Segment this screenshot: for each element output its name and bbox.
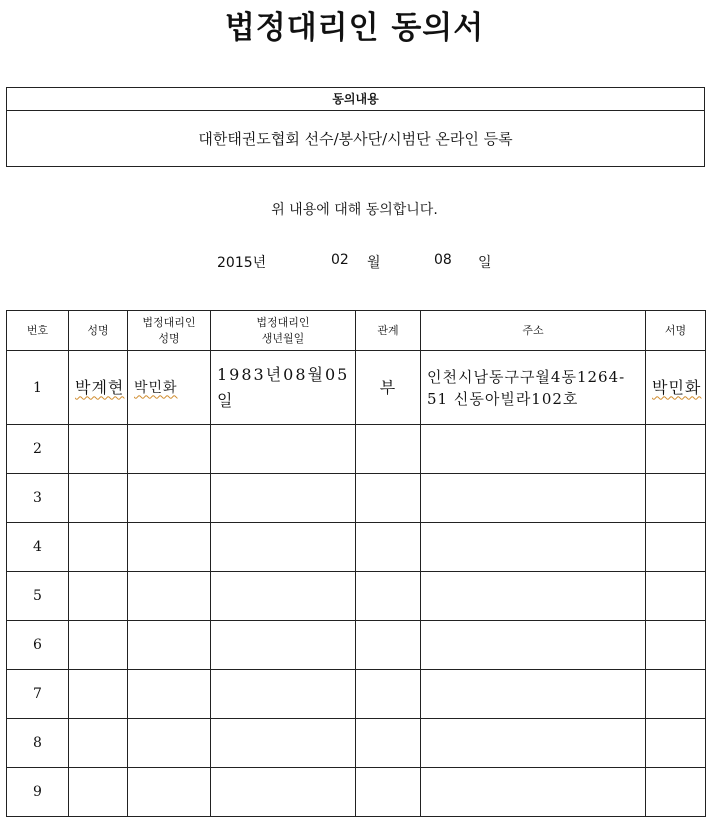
row-relation — [356, 572, 421, 621]
row-relation — [356, 719, 421, 768]
row-guardian-name — [128, 572, 211, 621]
row-name — [69, 351, 128, 425]
row-guardian-name — [128, 523, 211, 572]
header-name: 성명 — [69, 311, 128, 351]
row-name — [69, 474, 128, 523]
row-address — [421, 768, 646, 817]
row-signature — [646, 768, 706, 817]
row-name — [69, 523, 128, 572]
row-guardian-birth — [211, 523, 356, 572]
row-name — [69, 572, 128, 621]
header-guardian-name-line2: 성명 — [158, 331, 180, 345]
consent-statement: 위 내용에 대해 동의합니다. — [271, 202, 438, 218]
header-number: 번호 — [7, 311, 69, 351]
row-signature — [646, 719, 706, 768]
row-relation — [356, 768, 421, 817]
row-signature — [646, 621, 706, 670]
row-relation — [356, 621, 421, 670]
row-relation — [356, 425, 421, 474]
row-guardian-name — [128, 768, 211, 817]
row-relation — [356, 474, 421, 523]
date-day-label: 일 — [478, 255, 492, 271]
header-guardian-birth — [211, 311, 356, 351]
row-name — [69, 425, 128, 474]
row-relation — [356, 670, 421, 719]
row-number: 5 — [7, 572, 69, 621]
table-row — [7, 719, 706, 768]
row-relation: 부 — [356, 351, 421, 425]
row-name — [69, 621, 128, 670]
date-year: 2015년 — [217, 255, 267, 271]
table-row — [7, 425, 706, 474]
table-row — [7, 670, 706, 719]
row-guardian-birth — [211, 719, 356, 768]
row-guardian-birth — [211, 621, 356, 670]
table-header-row — [7, 311, 706, 351]
row-number: 8 — [7, 719, 69, 768]
row-number: 9 — [7, 768, 69, 817]
header-guardian-name-line1: 법정대리인 — [142, 315, 196, 329]
table-row — [7, 621, 706, 670]
consent-header: 동의내용 — [7, 88, 704, 111]
row-signature — [646, 670, 706, 719]
guardian-table — [6, 310, 706, 817]
date-line — [0, 252, 709, 272]
row-signature — [646, 523, 706, 572]
row-name — [69, 768, 128, 817]
table-row — [7, 474, 706, 523]
row-address — [421, 572, 646, 621]
row-number: 7 — [7, 670, 69, 719]
row-address — [421, 474, 646, 523]
row-address — [421, 523, 646, 572]
table-row — [7, 768, 706, 817]
row-name — [69, 670, 128, 719]
row-number: 2 — [7, 425, 69, 474]
header-address: 주소 — [421, 311, 646, 351]
date-month-value: 02 — [331, 252, 349, 268]
row-signature-text: 박민화 — [652, 377, 702, 397]
row-guardian-birth — [211, 474, 356, 523]
row-guardian-name-text: 박민화 — [134, 379, 178, 396]
row-number: 6 — [7, 621, 69, 670]
row-guardian-birth — [211, 425, 356, 474]
row-signature — [646, 474, 706, 523]
row-address — [421, 621, 646, 670]
header-relation: 관계 — [356, 311, 421, 351]
row-signature — [646, 351, 706, 425]
row-guardian-name — [128, 474, 211, 523]
row-guardian-birth: 1983년08월05일 — [211, 351, 356, 425]
row-number: 3 — [7, 474, 69, 523]
row-guardian-birth — [211, 572, 356, 621]
header-guardian-birth-line2: 생년월일 — [261, 331, 305, 345]
row-guardian-name — [128, 670, 211, 719]
header-guardian-name — [128, 311, 211, 351]
row-number: 1 — [7, 351, 69, 425]
table-row — [7, 523, 706, 572]
row-address — [421, 719, 646, 768]
row-signature — [646, 425, 706, 474]
row-relation — [356, 523, 421, 572]
row-guardian-birth — [211, 768, 356, 817]
row-address: 인천시남동구구월4동1264-51 신동아빌라102호 — [421, 351, 646, 425]
table-row — [7, 572, 706, 621]
row-signature — [646, 572, 706, 621]
row-guardian-name — [128, 621, 211, 670]
document-title: 법정대리인 동의서 — [224, 10, 485, 46]
row-address — [421, 670, 646, 719]
date-day-value: 08 — [434, 252, 452, 268]
row-name-text: 박계현 — [75, 377, 125, 397]
row-name — [69, 719, 128, 768]
header-signature: 서명 — [646, 311, 706, 351]
table-row — [7, 351, 706, 425]
consent-content: 대한태권도협회 선수/봉사단/시범단 온라인 등록 — [198, 130, 513, 148]
row-address — [421, 425, 646, 474]
header-guardian-birth-line1: 법정대리인 — [256, 315, 310, 329]
row-guardian-name — [128, 351, 211, 425]
row-guardian-name — [128, 425, 211, 474]
consent-box — [6, 87, 705, 167]
row-number: 4 — [7, 523, 69, 572]
row-guardian-name — [128, 719, 211, 768]
row-guardian-birth — [211, 670, 356, 719]
date-month-label: 월 — [367, 255, 381, 271]
